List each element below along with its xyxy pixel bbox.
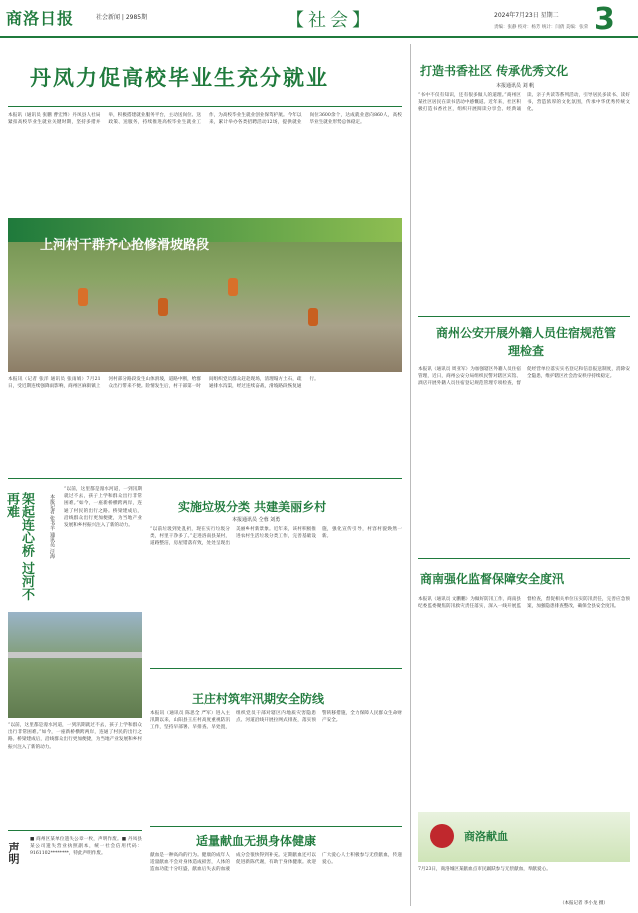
blood-headline: 适量献血无损身体健康	[196, 834, 317, 848]
newspaper-logo: 商洛日报	[6, 9, 75, 28]
flood-headline: 王庄村筑牢汛期安全防线	[192, 692, 325, 706]
notice-title: 声明	[7, 842, 20, 864]
section-title: 【社会】	[286, 10, 374, 31]
bridge-photo	[8, 612, 142, 718]
column-byline: 本报记者 张书羊 通讯员 汪海	[49, 494, 55, 559]
divider	[150, 826, 402, 827]
ad-caption: 7月23日，商洛城区某献血点市民踊跃参与无偿献血，奉献爱心。	[418, 867, 551, 872]
column-headline: 架起连心桥 过河不再难	[4, 492, 34, 601]
divider	[8, 478, 402, 479]
notice-body: ■ 商州区某单位遗失公章一枚，声明作废。■ 丹凤县某公司遗失营业执照副本，统一社会信用代码：9161102********，特此声明作废。	[30, 837, 142, 857]
sidebar2-body: 本报讯（通讯员 周亚军）为加强辖区外籍人员住宿管理，近日，商州公安分局组织民警对辖区宾馆、酒店开展外籍人员住宿登记规范管理专项检查，督促经营单位落实实名登记和信息报送制度，消除安全隐患，维护辖区社会治安秩序持续稳定。	[418, 367, 630, 387]
edition-info: 社会新闻 | 2985期	[96, 14, 148, 21]
staff-credits: 责编：张静 校对：杨芳 统计：闫倩 美编：张荣	[494, 25, 589, 30]
divider	[8, 830, 142, 831]
sidebar3-headline: 商南强化监督保障安全度汛	[420, 572, 565, 586]
worker-figure	[228, 278, 238, 296]
divider	[8, 106, 402, 107]
column-rule	[410, 44, 411, 906]
garbage-body: “以前垃圾到处乱扔，现在实行垃圾分类，村里干净多了。”走进洛南县某村，道路整洁，房屋错落有致，处处呈现出美丽乡村新景象。近年来，该村积极推进农村生活垃圾分类工作，完善基础设施，强化宣传引导，村容村貌焕然一新。	[150, 527, 402, 547]
worker-figure	[308, 308, 318, 326]
garbage-byline: 本报通讯员 仝蓉 刘勇	[232, 517, 281, 523]
blood-body: 献血是一种高尚的行为。健康的成年人适量献血不会对身体造成损害，人体的造血功能十分旺盛，献血后失去的血液成分会很快得到补充。定期献血还可以促进新陈代谢，有助于身体健康。欢迎广大爱心人士积极参与无偿献血，传递爱心。	[150, 853, 402, 873]
sidebar1-byline: 本报通讯员 刘 帆	[496, 83, 535, 89]
page-number: 3	[594, 2, 615, 37]
divider	[418, 316, 630, 317]
sidebar2-headline: 商州公安开展外籍人员住宿规范管理检查	[436, 326, 617, 358]
sidebar1-headline: 打造书香社区 传承优秀文化	[420, 64, 569, 78]
worker-figure	[158, 298, 168, 316]
divider	[418, 558, 630, 559]
masthead	[0, 0, 638, 38]
sidebar1-body: “书中不仅有知识，还有很多做人的道理。”商州区某社区居民在读书活动中感慨道。近年来，社区积极打造书香社区，组织开展阅读分享会、经典诵读、亲子共读等系列活动，引导居民多读书、读好书，营造浓厚的文化氛围，传承中华优秀传统文化。	[418, 93, 630, 113]
column-body: “以前，这里都是漫水河道，一到汛期就过不去，孩子上学和群众出行非常困难。”如今，一座新桥横跨两岸，连通了村民的出行之路。桥梁建成后，沿线群众出行更加便捷，为当地产业发展和乡村振兴注入了新的动力。	[8, 723, 142, 750]
photo-credit: （本报记者 李小龙 摄）	[560, 901, 608, 906]
ad-banner	[418, 812, 630, 862]
landslide-body: 本报讯（记者 张洋 通讯员 张雨娟）7月21日，受近期连续强降雨影响，商州区麻街镇上河村部分路段发生山体滑坡，道路中断，给群众出行带来不便。险情发生后，村干部第一时间组织党员群众赶赴现场，清理塌方土石，疏通排水沟渠，经过连续奋战，滑坡路段恢复通行。	[8, 377, 319, 390]
issue-date: 2024年7月23日 星期二	[494, 12, 559, 19]
sidebar3-body: 本报讯（通讯员 文鹏鹏）为做好防汛工作，商南县纪委监委聚焦防汛救灾责任落实，深入一线开展监督检查，督促相关单位压实防汛责任，完善应急预案，加强隐患排查整改，确保全县安全度汛。	[418, 597, 630, 610]
divider	[150, 668, 402, 669]
lead-body: 本报讯（通讯员 张鹏 曹宏博）丹凤县人社局紧扣高校毕业生就业关键时期，坚持多措并举，积极搭建就业服务平台，主动送岗位、送政策、送服务，持续推进高校毕业生就业工作，为高校毕业生就业创业保驾护航。今年以来，累计举办各类招聘活动12场，提供就业岗位3600余个，达成就业意向860人，高校毕业生就业形势总体稳定。	[8, 113, 402, 126]
blood-drop-icon	[430, 824, 454, 848]
bridge-span	[8, 652, 142, 658]
worker-figure	[78, 288, 88, 306]
landslide-headline: 上河村干群齐心抢修滑坡路段	[40, 238, 210, 253]
flood-body: 本报讯（通讯员 陈思全 严军）进入主汛期以来，山阳县王庄村高度重视防汛工作，坚持早部署、早排查、早处置，组织党员干部对辖区内地质灾害隐患点、河道沿线开展拉网式排查，落实预警转移措施，全力保障人民群众生命财产安全。	[150, 711, 402, 731]
lead-headline: 丹凤力促高校毕业生充分就业	[30, 66, 329, 90]
garbage-headline: 实施垃圾分类 共建美丽乡村	[178, 500, 327, 514]
column-body-top: “以前，这里都是漫水河道，一到汛期就过不去，孩子上学和群众出行非常困难。”如今，一座新桥横跨两岸，连通了村民的出行之路。桥梁建成后，沿线群众出行更加便捷，为当地产业发展和乡村振兴注入了新的动力。	[64, 487, 142, 529]
ad-logo: 商洛献血	[464, 830, 508, 843]
